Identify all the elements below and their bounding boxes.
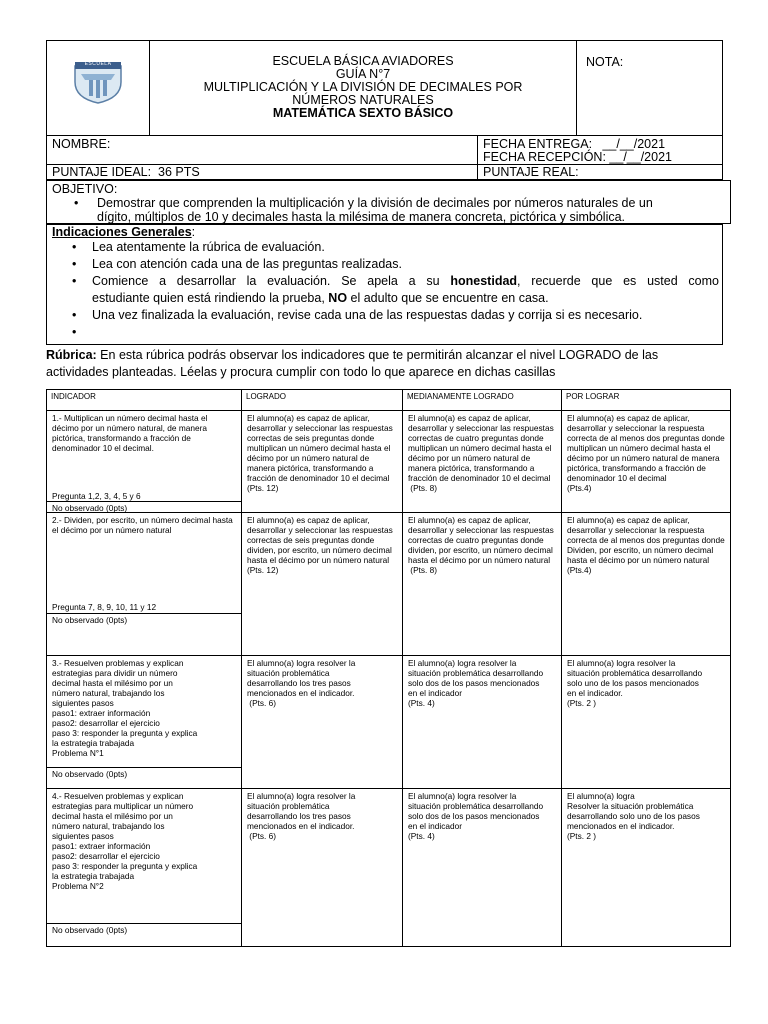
logrado-text: El alumno(a) logra resolver la situación problemática desarrollando los tres pasos mencionados en el indicador. bbox=[247, 658, 356, 698]
objetivo-text-line1: Demostrar que comprenden la multiplicación y la división de decimales por números naturales de un bbox=[97, 196, 653, 210]
indicador-line: la estrategia trabajada bbox=[52, 871, 135, 881]
indicador-line: número natural, trabajando los bbox=[52, 688, 165, 698]
indicador-line: Problema N°1 bbox=[52, 748, 104, 758]
indicacion-text: Una vez finalizada la evaluación, revise cada una de las respuestas dadas y corrija si es necesario. bbox=[92, 308, 643, 322]
table-row-2-por-lograr bbox=[562, 513, 730, 577]
por-lograr-text: El alumno(a) logra bbox=[567, 791, 635, 801]
indicador-text: 1.- Multiplican un número decimal hasta el décimo por un número natural, de manera pictórica, transformando a fracción de denominador 10 el decimal. bbox=[52, 413, 208, 453]
bullet-icon: • bbox=[72, 240, 77, 254]
rubric-table bbox=[46, 389, 731, 947]
indicador-line: siguientes pasos bbox=[52, 831, 114, 841]
fecha-recepcion-field[interactable]: FECHA RECEPCIÓN: __/__/2021 bbox=[483, 150, 672, 164]
medio-pts: (Pts. 4) bbox=[408, 698, 435, 708]
indicador-line: decimal hasta el milésimo por un bbox=[52, 678, 173, 688]
no-observado: No observado (0pts) bbox=[47, 501, 241, 514]
objetivo-box bbox=[46, 180, 731, 224]
indicaciones-title: Indicaciones Generales bbox=[52, 225, 192, 239]
indicador-line: paso 3: responder la pregunta y explica bbox=[52, 861, 198, 871]
table-row-3-medio bbox=[403, 656, 553, 710]
table-row-2-logrado bbox=[242, 513, 402, 577]
indicacion-item bbox=[47, 307, 719, 324]
indicador-line: paso 3: responder la pregunta y explica bbox=[52, 728, 198, 738]
indicador-line: paso1: extraer información bbox=[52, 708, 151, 718]
pregunta-label: Pregunta 7, 8, 9, 10, 11 y 12 bbox=[52, 602, 157, 612]
no-observado: No observado (0pts) bbox=[47, 923, 241, 936]
info-table bbox=[46, 135, 723, 180]
por-lograr-text: El alumno(a) es capaz de aplicar, desarrollar y seleccionar la respuesta correcta de al menos dos preguntas donde Dividen, por escrito, un número decimal hasta el décimo por un número natural bbox=[567, 515, 725, 565]
indicador-line: número natural, trabajando los bbox=[52, 821, 165, 831]
medio-text: El alumno(a) es capaz de aplicar, desarrollar y seleccionar las respuestas correctas de cuatro preguntas donde multiplican un número decimal hasta el décimo por un número natural de manera pictórica, transformando a fracción de denominador 10 el decimal bbox=[408, 413, 554, 483]
table-row-1-logrado bbox=[242, 411, 402, 495]
header-medianamente: MEDIANAMENTE LOGRADO bbox=[407, 392, 514, 401]
nombre-field[interactable]: NOMBRE: bbox=[52, 137, 111, 151]
indicador-line: Problema N°2 bbox=[52, 881, 104, 891]
por-lograr-text: Resolver la situación problemática desarrollando solo uno de los pasos mencionados en el indicador. bbox=[567, 801, 700, 831]
logrado-text: El alumno(a) es capaz de aplicar, desarrollar y seleccionar las respuestas correctas de seis preguntas donde dividen, por escrito, un número decimal hasta el décimo por un número natural bbox=[247, 515, 393, 565]
medio-pts: (Pts. 8) bbox=[408, 565, 438, 575]
por-lograr-pts: (Pts. 2 ) bbox=[567, 831, 597, 841]
no-observado: No observado (0pts) bbox=[47, 613, 241, 626]
indicacion-text: Lea con atención cada una de las preguntas realizadas. bbox=[92, 257, 402, 271]
logo-text: ESCUELA bbox=[84, 61, 112, 67]
por-lograr-text: El alumno(a) logra resolver la situación problemática desarrollando solo uno de los pasos mencionados en el indicador. bbox=[567, 658, 703, 698]
bullet-icon: • bbox=[72, 257, 77, 271]
rubrica-intro-line1 bbox=[46, 347, 726, 364]
indicacion-text: el adulto que se encuentre en casa. bbox=[347, 291, 549, 305]
table-row-1-medio bbox=[403, 411, 561, 495]
indicacion-text: Lea atentamente la rúbrica de evaluación. bbox=[92, 240, 325, 254]
title-cell bbox=[150, 41, 577, 135]
objetivo-label: OBJETIVO: bbox=[52, 182, 118, 196]
puntaje-ideal: PUNTAJE IDEAL: 36 PTS bbox=[52, 165, 200, 179]
header-por-lograr: POR LOGRAR bbox=[566, 392, 620, 401]
indicador-line: estrategias para dividir un número bbox=[52, 668, 178, 678]
indicador-line: estrategias para multiplicar un número bbox=[52, 801, 194, 811]
table-row-2-medio bbox=[403, 513, 561, 577]
objetivo-text-line2: dígito, múltiplos de 10 y decimales hasta la milésima de manera concreta, pictórica y simbólica. bbox=[97, 210, 626, 224]
table-row-4-indicador bbox=[47, 789, 241, 946]
rubrica-intro-text: En esta rúbrica podrás observar los indicadores que te permitirán alcanzar el nivel LOGRADO de las bbox=[96, 348, 659, 362]
por-lograr-pts: (Pts. 2 ) bbox=[567, 698, 597, 708]
por-lograr-pts: (Pts.4) bbox=[567, 483, 592, 493]
table-row-2-indicador bbox=[47, 513, 241, 655]
no-observado: No observado (0pts) bbox=[47, 767, 241, 780]
indicacion-item bbox=[47, 239, 719, 256]
guide-number: GUÍA N°7 bbox=[335, 67, 391, 81]
table-row-3-indicador bbox=[47, 656, 241, 788]
indicacion-item bbox=[47, 273, 719, 290]
table-row-3-logrado bbox=[242, 656, 387, 710]
indicador-text: 2.- Dividen, por escrito, un número decimal hasta el décimo por un número natural bbox=[52, 515, 233, 535]
logrado-pts: (Pts. 12) bbox=[247, 483, 279, 493]
indicacion-text: estudiante quien está rindiendo la prueba, bbox=[92, 291, 329, 305]
guide-topic-line2: NÚMEROS NATURALES bbox=[292, 93, 434, 107]
logrado-pts: (Pts. 6) bbox=[247, 831, 277, 841]
logrado-text: El alumno(a) es capaz de aplicar, desarrollar y seleccionar las respuestas correctas de seis preguntas donde multiplican un número decimal hasta el décimo por un número natural de manera pictórica, transformando a fracción de denominador 10 el decimal bbox=[247, 413, 393, 483]
bullet-icon: • bbox=[72, 274, 77, 288]
logo-cell bbox=[47, 41, 150, 135]
guide-topic-line1: MULTIPLICACIÓN Y LA DIVISIÓN DE DECIMALES POR bbox=[203, 80, 523, 94]
indicador-line: 4.- Resuelven problemas y explican bbox=[52, 791, 184, 801]
indicador-line: paso1: extraer información bbox=[52, 841, 151, 851]
indicaciones-colon: : bbox=[191, 225, 196, 239]
indicador-line: decimal hasta el milésimo por un bbox=[52, 811, 173, 821]
medio-text: El alumno(a) es capaz de aplicar, desarrollar y seleccionar las respuestas correctas de cuatro preguntas donde dividen, por escrito, un número decimal hasta el décimo por un número natural bbox=[408, 515, 554, 565]
table-row-4-logrado bbox=[242, 789, 387, 843]
por-lograr-pts: (Pts.4) bbox=[567, 565, 592, 575]
bullet-icon: • bbox=[72, 308, 77, 322]
objetivo-bullet: • bbox=[74, 196, 79, 210]
rubrica-label: Rúbrica: bbox=[46, 348, 97, 362]
subject-title: MATEMÁTICA SEXTO BÁSICO bbox=[272, 106, 454, 120]
indicacion-item bbox=[47, 256, 719, 273]
indicador-line: paso2: desarrollar el ejercicio bbox=[52, 718, 160, 728]
medio-text: El alumno(a) logra resolver la situación problemática desarrollando solo dos de los pasos mencionados en el indicador bbox=[408, 658, 544, 698]
medio-text: El alumno(a) logra resolver la situación problemática desarrollando solo dos de los pasos mencionados en el indicador bbox=[408, 791, 544, 831]
indicador-line: siguientes pasos bbox=[52, 698, 114, 708]
medio-pts: (Pts. 8) bbox=[408, 483, 438, 493]
indicacion-item-cont bbox=[47, 290, 719, 307]
table-row-1-por-lograr bbox=[562, 411, 730, 495]
bullet-icon: • bbox=[72, 325, 77, 339]
logrado-pts: (Pts. 12) bbox=[247, 565, 279, 575]
no-bold: NO bbox=[328, 291, 348, 305]
por-lograr-text: El alumno(a) es capaz de aplicar, desarrollar y seleccionar la respuesta correcta de al menos dos preguntas donde multiplican un número decimal hasta el décimo por un número natural de manera pictórica, transformando a fracción de denominador 10 el decimal bbox=[567, 413, 725, 483]
rubrica-intro bbox=[46, 347, 726, 381]
indicador-line: 3.- Resuelven problemas y explican bbox=[52, 658, 184, 668]
table-row-1-indicador bbox=[47, 411, 241, 512]
pregunta-label: Pregunta 1,2, 3, 4, 5 y 6 bbox=[52, 491, 141, 501]
indicaciones-list bbox=[47, 239, 720, 339]
medio-pts: (Pts. 4) bbox=[408, 831, 435, 841]
indicador-line: la estrategia trabajada bbox=[52, 738, 135, 748]
rubrica-intro-line2: actividades planteadas. Léelas y procura cumplir con todo lo que aparece en dichas casillas bbox=[46, 365, 556, 379]
nota-label: NOTA: bbox=[586, 55, 624, 69]
table-row-4-medio bbox=[403, 789, 553, 843]
header-box bbox=[46, 40, 723, 136]
school-name: ESCUELA BÁSICA AVIADORES bbox=[272, 54, 454, 68]
puntaje-real-field[interactable]: PUNTAJE REAL: bbox=[483, 165, 579, 179]
indicaciones-box bbox=[46, 224, 723, 345]
fecha-entrega-field[interactable]: FECHA ENTREGA: __/__/2021 bbox=[483, 137, 666, 151]
indicacion-text: , recuerde que es usted como bbox=[517, 274, 720, 288]
header-logrado: LOGRADO bbox=[246, 392, 287, 401]
table-row-3-por-lograr bbox=[562, 656, 712, 710]
indicador-line: paso2: desarrollar el ejercicio bbox=[52, 851, 160, 861]
logrado-text: El alumno(a) logra resolver la situación problemática desarrollando los tres pasos mencionados en el indicador. bbox=[247, 791, 356, 831]
indicacion-text: Comience a desarrollar la evaluación. Se apela a su bbox=[92, 274, 451, 288]
header-indicador: INDICADOR bbox=[51, 392, 96, 401]
table-row-4-por-lograr bbox=[562, 789, 724, 843]
logrado-pts: (Pts. 6) bbox=[247, 698, 277, 708]
honestidad-bold: honestidad bbox=[450, 274, 518, 288]
